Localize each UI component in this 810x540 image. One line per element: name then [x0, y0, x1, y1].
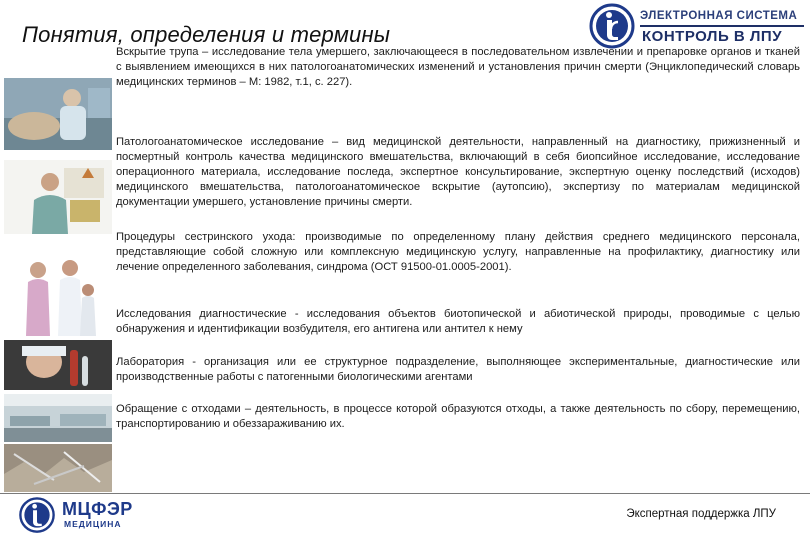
- definition-waste-handling: Обращение с отходами – деятельность, в процессе которой образуются отходы, а также деятельность по сбору, перемещению, транспортированию и обеззараживанию их.: [116, 403, 800, 430]
- footer-brand-sub: МЕДИЦИНА: [64, 519, 122, 529]
- laboratory-room-photo: [4, 394, 112, 442]
- pathologist-photo: [4, 160, 112, 234]
- logo-line2: КОНТРОЛЬ В ЛПУ: [642, 28, 783, 45]
- footer-divider: [0, 493, 810, 494]
- autopsy-photo: [4, 78, 112, 150]
- definition-diagnostic-research: Исследования диагностические - исследования объектов биотопической и абиотической природы, проводимые с целью обнаружения и идентификации возбудителя, его антигена или антител к нему: [116, 308, 800, 335]
- definition-laboratory: Лаборатория - организация или ее структурное подразделение, выполняющее экспериментальные, диагностические или производственные работы с патогенными биологическими агентами: [116, 356, 800, 383]
- kontrol-lpu-logo: [588, 2, 806, 50]
- logo-divider: [640, 25, 804, 27]
- logo-line1: ЭЛЕКТРОННАЯ СИСТЕМА: [640, 10, 798, 22]
- nurses-photo: [4, 254, 112, 336]
- i-letter-circle-logo-icon: [588, 2, 636, 50]
- footer-brand: МЦФЭР: [62, 499, 133, 519]
- medical-waste-photo: [4, 444, 112, 492]
- definition-nursing-procedures: Процедуры сестринского ухода: производимые по определенному плану действия среднего медицинского персонала, представляющие собой сложную или комплексную медицинскую услугу, направленные на профилактику, диагностику или лечение определенного заболевания, синдрома (ОСТ 91500-01.0005-2001).: [116, 231, 800, 273]
- footer-caption: Экспертная поддержка ЛПУ: [626, 508, 776, 520]
- definition-pathology-research: Патологоанатомическое исследование – вид медицинской деятельности, направленный на диагностику, прижизненный и посмертный контроль качества медицинского вмешательства, включающий в себя биопсийное исследование, исследование операционного материала, исследование последа, экспертное консультирование, экспертную оценку последствий (исходов) медицинского вмешательства, патологоанатомическое вскрытие (аутопсию), экспертизу по материалам медицинской документации умершего, установление причины смерти.: [116, 136, 800, 208]
- slide-title: Понятия, определения и термины: [22, 22, 391, 47]
- lab-researcher-photo: [4, 340, 112, 390]
- mcfer-logo-icon: [18, 496, 56, 534]
- mcfer-logo: [18, 496, 158, 534]
- definition-autopsy: Вскрытие трупа – исследование тела умершего, заключающееся в последовательном извлечении и препаровке органов и тканей с выявлением имеющихся в них патологоанатомических изменений и установления причин смерти (Энциклопедический словарь медицинских терминов – М: 1982, т.1, с. 227).: [116, 46, 800, 88]
